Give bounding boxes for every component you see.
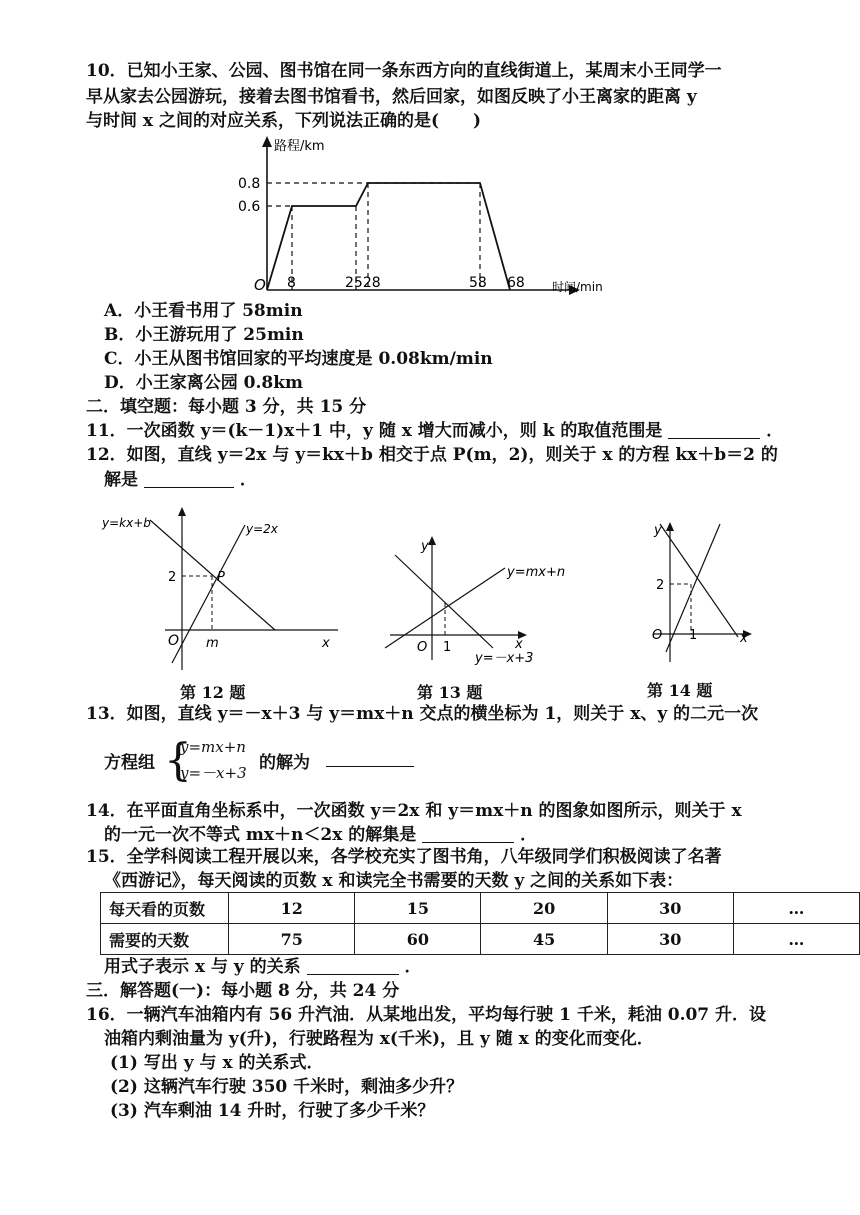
fig14-line-mxn <box>660 524 738 637</box>
q10-line3: 与时间 x 之间的对应关系，下列说法正确的是( ) <box>86 111 482 131</box>
fig14-caption: 第 14 题 <box>647 681 713 700</box>
figure-12 <box>100 505 350 675</box>
q10-line1: 10．已知小王家、公园、图书馆在同一条东西方向的直线街道上，某周末小王同学一 <box>86 61 722 81</box>
q14-answer-blank[interactable] <box>422 826 514 843</box>
fig12-label-o: O <box>168 633 180 649</box>
q16-part3: (3) 汽车剩油 14 升时，行驶了多少千米？ <box>110 1101 435 1121</box>
q12-tail: ． <box>239 470 257 490</box>
fig13-label-o: O <box>417 640 428 655</box>
q10-xtick-2528: 2528 <box>345 275 381 291</box>
q10-line2: 早从家去公园游玩，接着去图书馆看书，然后回家，如图反映了小王离家的距离 y <box>86 87 697 107</box>
q11-statement: 11．一次函数 y＝(k－1)x＋1 中，y 随 x 增大而减小，则 k 的取值范围是 <box>86 421 663 441</box>
q13-suffix: 的解为 <box>259 753 310 773</box>
q10-ylabel: 路程/km <box>274 139 325 154</box>
fig12-label-p: P <box>217 570 225 585</box>
q10-option-c: C．小王从图书馆回家的平均速度是 0.08km/min <box>104 349 493 369</box>
q13-eq2: y=－x+3 <box>180 764 247 782</box>
q16-line1: 16．一辆汽车油箱内有 56 升汽油．从某地出发，平均每行驶 1 千米，耗油 0.07 升．设 <box>86 1005 767 1025</box>
fig14-label-o: O <box>652 628 663 643</box>
q15-line1: 15．全学科阅读工程开展以来，各学校充实了图书角，八年级同学们积极阅读了名著 <box>86 847 722 867</box>
q15-answer-blank[interactable] <box>307 958 399 975</box>
table-cell: 每天看的页数 <box>101 893 229 924</box>
q15-line3 <box>104 956 422 978</box>
q10-origin: O <box>254 276 266 294</box>
q15-table <box>100 892 860 955</box>
q13-answer-blank[interactable] <box>326 750 414 767</box>
q11-text <box>86 420 783 442</box>
figure-13 <box>375 530 615 670</box>
q10-graph-line <box>267 183 510 290</box>
q10-xtick-58: 58 <box>469 275 487 291</box>
fig12-label-x: x <box>322 636 330 651</box>
q10-xlabel: 时间/min <box>552 280 603 294</box>
q10-option-a: A．小王看书用了 58min <box>104 301 303 321</box>
fig13-label-neg: y=－x+3 <box>475 651 534 666</box>
q13-prefix: 方程组 <box>104 753 155 773</box>
q10-ytick-08: 0.8 <box>238 176 261 192</box>
table-cell: 12 <box>229 893 355 924</box>
table-cell: 30 <box>607 924 733 955</box>
fig12-label-kxb: y=kx+b <box>102 516 151 530</box>
fig13-label-1: 1 <box>443 640 452 655</box>
table-cell: 需要的天数 <box>101 924 229 955</box>
section2-heading: 二．填空题：每小题 3 分，共 15 分 <box>86 397 367 417</box>
fig14-label-2: 2 <box>656 578 665 593</box>
fig13-line-neg <box>395 555 493 648</box>
q10-xtick-68: 68 <box>507 275 525 291</box>
fig14-label-1: 1 <box>689 628 698 643</box>
fig12-label-2x: y=2x <box>246 522 278 536</box>
q10-option-b: B．小王游玩用了 25min <box>104 325 304 345</box>
q12-prefix: 解是 <box>104 470 138 490</box>
q13-eq1: y=mx+n <box>180 738 246 756</box>
fig12-caption: 第 12 题 <box>180 683 246 702</box>
fig13-label-y: y <box>421 539 429 554</box>
fig12-label-m: m <box>206 636 219 651</box>
q10-distance-time-graph <box>230 132 630 300</box>
table-row <box>101 924 860 955</box>
q10-xtick-8: 8 <box>287 275 296 291</box>
q15-tail: ． <box>404 957 422 977</box>
q10-option-d: D．小王家离公园 0.8km <box>104 373 304 393</box>
table-cell: 20 <box>481 893 607 924</box>
table-cell: 60 <box>355 924 481 955</box>
table-cell: 30 <box>607 893 733 924</box>
q12-line2 <box>104 469 257 491</box>
table-cell: 15 <box>355 893 481 924</box>
q15-line2: 《西游记》，每天阅读的页数 x 和读完全书需要的天数 y 之间的关系如下表： <box>104 871 684 891</box>
q16-part2: (2) 这辆汽车行驶 350 千米时，剩油多少升？ <box>110 1077 464 1097</box>
fig13-label-x: x <box>515 637 523 652</box>
q10-ytick-06: 0.6 <box>238 199 261 215</box>
q14-tail: ． <box>520 825 538 845</box>
q15-prefix: 用式子表示 x 与 y 的关系 <box>104 957 301 977</box>
fig13-line-mxn <box>385 568 505 648</box>
q13-brace: { <box>164 735 192 786</box>
fig14-label-y: y <box>654 523 662 538</box>
table-row <box>101 893 860 924</box>
q14-prefix: 的一元一次不等式 mx＋n＜2x 的解集是 <box>104 825 417 845</box>
q11-tail: ． <box>766 421 784 441</box>
fig13-caption: 第 13 题 <box>417 683 483 702</box>
q16-line2: 油箱内剩油量为 y(升)，行驶路程为 x(千米)，且 y 随 x 的变化而变化． <box>104 1029 654 1049</box>
section3-heading: 三．解答题(一)：每小题 8 分，共 24 分 <box>86 981 400 1001</box>
figure-14 <box>638 512 778 672</box>
table-cell: 45 <box>481 924 607 955</box>
q14-line2 <box>104 824 537 846</box>
q12-answer-blank[interactable] <box>144 471 234 488</box>
q11-answer-blank[interactable] <box>668 422 760 439</box>
q14-line1: 14．在平面直角坐标系中，一次函数 y＝2x 和 y＝mx＋n 的图象如图所示，则关于 x <box>86 801 742 821</box>
fig14-label-x: x <box>740 631 748 646</box>
fig12-label-2: 2 <box>168 570 177 585</box>
q12-line1: 12．如图，直线 y＝2x 与 y＝kx＋b 相交于点 P(m，2)，则关于 x 的方程 kx＋b＝2 的 <box>86 445 778 465</box>
table-cell: 75 <box>229 924 355 955</box>
table-cell: … <box>733 893 859 924</box>
q13-line1: 13．如图，直线 y＝－x＋3 与 y＝mx＋n 交点的横坐标为 1，则关于 x、y 的二元一次 <box>86 704 759 724</box>
table-cell: … <box>733 924 859 955</box>
q16-part1: (1) 写出 y 与 x 的关系式． <box>110 1053 324 1073</box>
fig13-label-mxn: y=mx+n <box>507 565 566 580</box>
